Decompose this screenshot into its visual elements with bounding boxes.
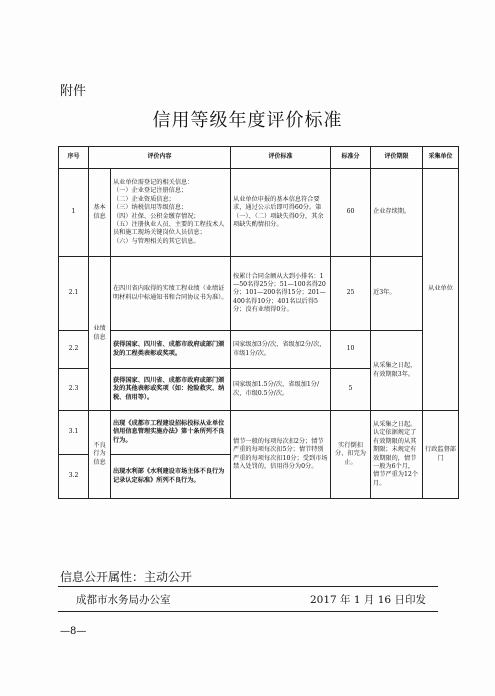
row-content: 获得国家、四川省、成都市政府或部门颁发的其他表彰或奖项（如：抢险救灾、纳税、信用等）。 [111,369,231,411]
page-title: 信用等级年度评价标准 [152,110,343,131]
issuer: 成都市水务局办公室 [76,594,171,606]
row-no: 3.2 [59,455,89,499]
row-criteria: 国家级加3分/次，省级加2分/次，市级1分/次。 [231,331,331,369]
header-criteria: 评价标准 [231,147,331,169]
source-unit-bottom: 行政监督部门 [423,411,459,499]
header-no: 序号 [59,147,89,169]
source-unit-top: 从业单位 [423,169,459,411]
disclosure-attribute: 信息公开属性：主动公开 [60,570,193,584]
table-row [59,411,459,455]
group-period-misconduct: 从采集之日起。认定依据规定了有效期限的从其期限；未规定有效期限的，情节一般为6个月，情节严重为12个月。 [371,411,423,499]
group-criteria-misconduct: 情节一般的每项每次扣2分；情节严重的每项每次扣5分；情节特别严重的每项每次扣10分；受到市场禁入处罚的，信用得分为0分。 [231,411,331,499]
row-period: 近3年。 [371,257,423,331]
print-date: 2017 年 1 月 16 日印发 [310,594,426,606]
row-no: 2.1 [59,257,89,331]
row-score: 25 [331,257,371,331]
row-content: 出现《成都市工程建设招标投标从业单位信用信息管理实施办法》第十条所列不良行为。 [111,411,231,455]
table-row [59,257,459,331]
header-score: 标准分 [331,147,371,169]
table-row [59,331,459,369]
group-category-misconduct: 不良行为信息 [89,411,111,499]
row-no: 1 [59,169,89,257]
row-criteria: 按累计合同金额从大到小排名：1—50名得25分；51—100名得20分；101—200名得15分；201—400名得10分；401名以后得5分；没有业绩得0分。 [231,257,331,331]
evaluation-standard-table [58,146,459,499]
row-content: 获得国家、四川省、成都市政府或部门颁发的工程类表彰或奖项。 [111,331,231,369]
row-score: 5 [331,369,371,411]
row-no: 3.1 [59,411,89,455]
group-score-misconduct: 实行倒扣分，扣完为止。 [331,411,371,499]
row-no: 2.3 [59,369,89,411]
row-content: 出现水利部《水利建设市场主体不良行为记录认定标准》所列不良行为。 [111,455,231,499]
group-period-performance: 从采集之日起，有效期限3年。 [371,331,423,411]
row-score: 60 [331,169,371,257]
row-content: 在四川省内取得的实绩工程业绩（业绩证明材料以中标通知书和合同协议书为准）。 [111,257,231,331]
row-criteria: 国家级加1.5分/次，省级加1分/次，市级0.5分/次。 [231,369,331,411]
row-no: 2.2 [59,331,89,369]
divider-top [58,586,438,587]
row-content: 从业单位需登记的相关信息： （一）企业登记注册信息； （二）企业资质信息； （三）纳税信用等级信息； （四）社保、公积金缴存情况； （五）注册执业人员、主要的工程技术人员和施工现场关键岗位人员信息； （六）与管理相关的其它信息。 [111,169,231,257]
row-category: 基本信息 [89,169,111,257]
row-score: 10 [331,331,371,369]
table-row [59,169,459,257]
group-category-performance: 业绩信息 [89,257,111,411]
annex-label: 附件 [60,84,87,99]
header-period: 评价期限 [371,147,423,169]
row-period: 企业存续期。 [371,169,423,257]
header-content: 评价内容 [89,147,231,169]
page-number: —8— [60,626,87,637]
table-header-row [59,147,459,169]
header-source: 采集单位 [423,147,459,169]
row-criteria: 从业单位申报的基本信息符合要求，通过公示后即可得60分。第（一）、（二）项缺失得0分，其余项缺失酌情扣分。 [231,169,331,257]
divider-bottom [58,611,438,612]
